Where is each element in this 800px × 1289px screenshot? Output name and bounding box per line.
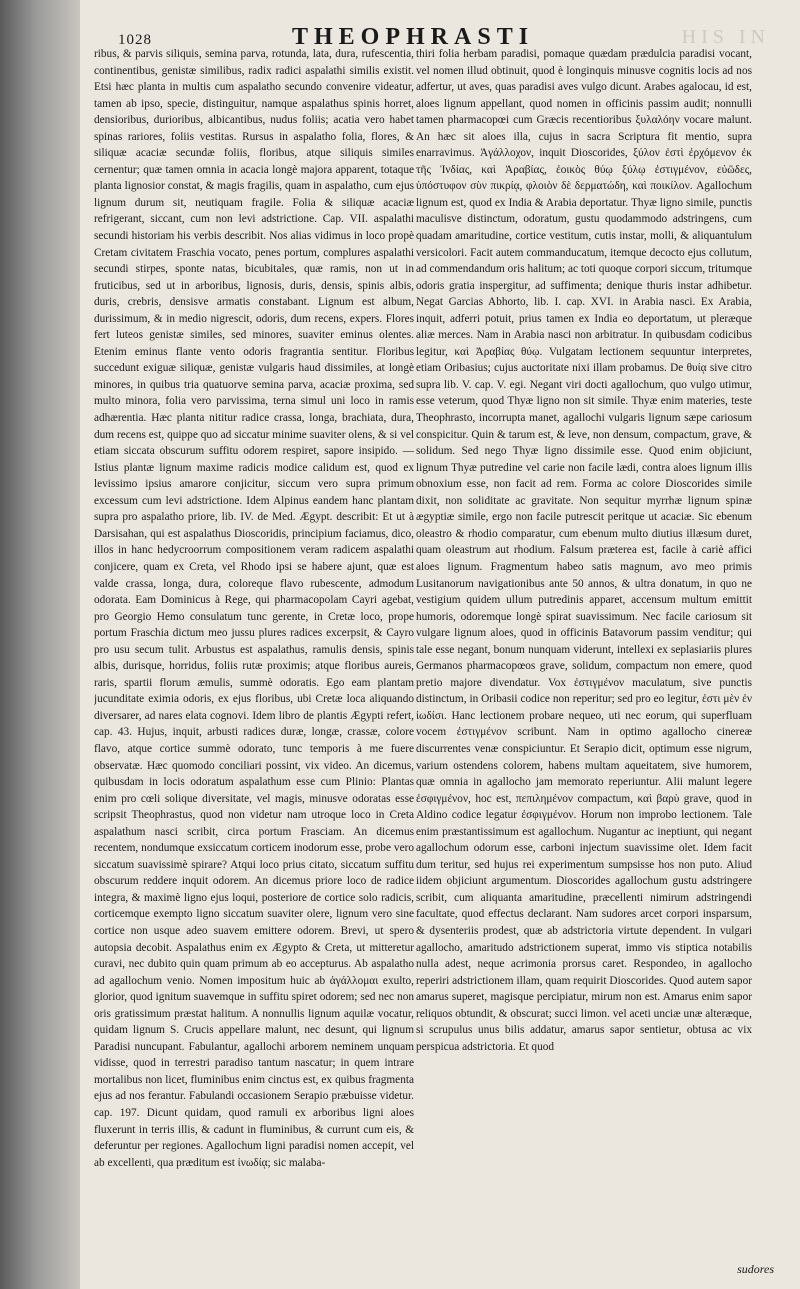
running-head: THEOPHRASTI (292, 24, 535, 50)
page-number: 1028 (118, 32, 152, 48)
right-text-column (416, 46, 752, 1276)
catchword: sudores (737, 1262, 774, 1276)
page-edge-shadow (0, 0, 80, 1289)
right-column-text: thiri folia herbam paradisi, pomaque quædam prædulcia paradisi vocant, vel nomen illud obtinuit, quod è longinquis minusve cognitis locis ad nos adfertur, ut aves, quas paradisi aves vulgo dicunt. Arabes agalocau, id est, aloes lignum appellant, quod nomen in officinis passim audit; nonnulli tamen pharmacopœi cum Græcis recentioribus ξυλαλόην vocare malunt. An hæc sit aloes illa, cujus in sacra Scriptura fit mentio, supra enarravimus. Ἀγάλλοχον, inquit Dioscorides, ξύλον ἐστὶ ἐρχόμενον ἐκ τῆς Ἰνδίας, καὶ Ἀραβίας, ἐοικὸς θύῳ ξύλῳ ἐστιγμένον, εὐῶδες, ὑπόστυφον σὺν πικρίᾳ, φλοιὸν δὲ δερματώδη, καὶ ποικίλον. Agallochum lignum est, quod ex India & Arabia deportatur. Thyæ ligno simile, punctis maculisve distinctum, odoratum, gustu quodammodo adstringens, cum quadam amaritudine, cortice vestitum, cutis instar, molli, & aliquantulum versicolori. Facit autem commanducatum, itemque decocto ejus collutum, ad commendandum oris halitum; ac toti quoque corpori siccum, tritumque odoris gratia inspergitur, ad suffimenta; denique thuris instar adhibetur. Negat Garcias Abhorto, lib. I. cap. XVI. in Arabia nasci. Ex Arabia, inquit, adferri potuit, prius tamen ex India eo deportatum, ut pleræque aliæ merces. Nam in Arabia nasci non arbitratur. In quibusdam codicibus legitur, καὶ Ἀραβίας θύῳ. Vulgatam lectionem sequuntur interpretes, etiam Oribasius; cujus auctoritate nixi illam probamus. De θυίᾳ sive citro supra lib. V. cap. V. egi. Negant viri docti agallochum, quo vulgo utimur, esse veterum, quod Thyæ ligno non sit simile. Thyæ enim materies, teste Theophrasto, incorrupta manet, agallochi vulgaris lignum sæpe cariosum conspicitur. Quin & tarum est, & leve, non densum, compactum, grave, & solidum. Sed nego Thyæ ligno dissimile esse. Quod enim objiciunt, lignum Thyæ putredine vel carie non facile lædi, contra aloes lignum illis obnoxium esse, non facit ad rem. Forma ac colore Dioscorides simile dixit, non soliditate ac gravitate. Non sequitur myrrhæ lignum spinæ ægyptiæ simile, ergo non facile putrescit peritque ut acaciæ. Sic ebenum oleastro & rhodio comparatur, cum ebenum multo diutius illæsum duret, quam oleastrum aut rhodium. Falsum præterea est, facile à cariè affici aloes lignum. Fragmentum habeo satis magnum, avo meo primis Lusitanorum navigationibus ante 50 annos, & ultra donatum, in quo ne vestigium quidem ullum putredinis apparet, accensum multum emittit humoris, odoremque longè spirat suavissimum. Nec facile cariosum sit vulgare lignum aloes, quod in officinis Batavorum passim venditur; qui tale esse negant, bonum nunquam viderunt, intellexi ex seplasiariis plures Germanos pharmacopœos grave, solidum, compactum non emere, quod pretio majore divendatur. Vox ἐστιγμένον maculatum, sive punctis distinctum, in Oribasii codice non reperitur; sed pro eo legitur, ἐστι μὲν ἐν ἰωδίσι. Hanc lectionem probare nequeo, uti nec eorum, qui superfluam vocem ἐστιγμένον scribunt. Nam in optimo agallocho cinereæ discurrentes venæ conspiciuntur. Et Serapio dicit, optimum esse nigrum, varium ostendens colorem, habens multam aqueitatem, sive humorem, quæ omnia in agallocho jam memorato reperiuntur. Alii malunt legere ἐσφιγμένον, hoc est, πεπιλημένον compactum, καὶ βαρὺ grave, quod in Aldino codice legatur ἐσφιγμένον. Horum non improbo lectionem. Tale enim præstantissimum est agallochum. Nugantur ac ineptiunt, qui negant agallochum odorum esse, carboni injectum suavissime olet. Idem facit dum teritur, sed hujus rei experimentum sumpsisse hos non puto. Aliud iidem objiciunt argumentum. Dioscorides agallochum gustu adstringere scribit, cum aliquanta amaritudine, præcellenti nimirum adstringendi facultate, quod effectus declarant. Nam sudores arcet corpori insparsum, & dysenteriis prodest, quæ ab adstrictoria virtute dependent. In vulgari agallocho, amaritudo adstrictionem superat, immo vis stiptica notabilis nulla adest, neque acrimonia prorsus caret. Respondeo, in agallocho reperiri adstrictionem illam, quam requirit Dioscorides. Quod autem sapor amarus superet, magisque percipiatur, mirum non est. Amarus enim sapor reliquos obtundit, & obscurat; succi limon. vel aceti unciæ unæ alteræque, si scrupulus unus bilis addatur, amarus sapor sentietur, obtusa ac vix perspicua adstrictoria. Et quod (416, 48, 752, 1053)
left-column-text: ribus, & parvis siliquis, semina parva, rotunda, lata, dura, rufescentia, continentibus, genistæ similibus, radix radici aspalathi similis existit. Etsi hæc planta in multis cum aspalatho secundo convenire videatur, tamen ab ipso, specie, distinguitur, namque aspalathus spinis horret, densioribus, durioribus, albicantibus, nudus foliis; acatia vero habet spinas rariores, foliis vestitas. Rursus in aspalatho folia, flores, & siliquæ acaciæ secundæ foliis, floribus, atque siliquis similes cernentur; quæ tamen omnia in acacia longè majora apparent, totaque planta lignosior constat, & magis fragilis, quam in aspalatho, cum ejus lignum durum sit, neutiquam fragile. Folia & siliquæ acaciæ refrigerant, siccant, cum non levi adstrictione. Cap. VII. aspalathi secundi historiam his verbis describit. Nos alias vidimus in loco propè Cretam civitatem Fraschia vocato, penes portum, complures aspalathi secundi stirpes, sponte natas, bicubitales, quæ ramis, non ut in fruticibus, sed ut in arboribus, lignosis, duris, densis, spinis albis, duris, crebris, densisve armatis constabant. Lignum est album, durissimum, & in medio nigrescit, odoris, dum recens, expers. Flores fert luteos genistæ similes, sed minores, suaviter eminus olentes. Etenim eminus flante vento odoris fragrantia sentitur. Floribus succedunt exiguæ siliquæ, genistæ vulgaris haud dissimiles, at longè minores, in quibus tria quatuorve semina parva, acaciæ proxima, sed multo minora, folia vero parvissima, terna simul uni loco in ramis adhærentia. Hæc planta nititur radice crassa, longa, brachiata, dura, dum recens est, quippe quo ad siccatur minime suaviter olens, & si vel etiam siccata obscurum suffitu odorem respiret, sapore insipido. — Istius plantæ lignum maxime radicis modice calidum est, quod ex levissimo ipsius amarore conjicitur, siccum vero supra primum excessum cum levi adstrictione. Idem Alpinus eandem hanc plantam supra pro aspalatho priore, lib. IV. de Med. Ægypt. describit: Et ut à Darsisahan, qui est aspalathus Dioscoridis, principium faciamus, dico, illos in hanc hedycroorrum compositionem veram radicem aspalathi conjicere, quam ex Creta, vel Rhodo ipsi se habere ajunt, quæ est valde crassa, longa, dura, coloreque flavo rubescente, admodum odorata. Eam Dominicus à Rege, qui pharmacopolam Cayri agebat, pro Georgio Hemo consulatum tunc gerente, in Cretæ loco, prope portum Fraschia dictum meo jussu plures radices excerpsit, & Cayro pro usu secum tulit. Arbustus est aspalathus, ramulis densis, spinis albis, durisque, horridus, foliis rutæ proximis; atque floribus aureis, raris, spartii florum æmulis, summè odoratis. Ego eam plantam jucunditate eximia odoris, ex ejus floribus, ubi Cretæ loca aliquando diversarer, ad nares elata cognovi. Idem libro de plantis Ægypti refert, cap. 43. Hujus, inquit, arbusti radices duræ, longæ, crassæ, colore flavo, atque cortice summè odorato, tunc temporis à me fuere observatæ. Hæc quomodo conciliari possint, vix video. An dicemus, quibusdam in locis odoratum aspalathum esse cum Plinio: Plantas enim pro cœli solique diversitate, vel magis, minusve odoratas esse scripsit Theophrastus, quod non videtur nam utroque loco in Creta aspalathum nasci scribit, circa portum Frasciam. An dicemus recentem, nondumque exsiccatum corticem inodorum esse, probe vero siccatum suavissimè spirare? Atqui loco prius citato, siccatum suffitu obscurum reddere inquit odorem. An dicemus priore loco de radice integra, & maximè ligno ejus loqui, posteriore de cortice solo radicis, corticemque exempto ligno siccatum suaviter olere, lignum vero sine cortice non usque adeo suavem emittere odorem. Brevi, ut spero autopsia decobit. Aspalathus enim ex Ægypto & Creta, ut mitteretur curavi, nec dubito quin quam primum ab eo accepturus. Ab aspalatho ad agallochum venio. Nomen impositum huic ab ἀγάλλομαι exulto, glorior, quod ignitum suavemque in suffitu spiret odorem; sed nec non oris gratissimum præstat halitum. A nonnullis lignum aquilæ vocatur, quidam lignum S. Crucis appellare malunt, nec desunt, qui lignum Paradisi nuncupant. Fabulantur, agallochi arborem neminem unquam vidisse, quod in terrestri paradiso tantum nascatur; in quem intrare mortalibus non licet, fluminibus enim cinctus est, ex quibus fragmenta ejus ad nos ferantur. Fabulandi occasionem Serapio præbuisse videtur. cap. 197. Dicunt quidam, quod ramuli ex arboribus ligni aloes fluxerunt in terris illis, & cadunt in fluminibus, & currunt cum eis, & deferuntur per regiones. Agallochum ligni paradisi nomen accepit, vel ab excellenti, qua præditum est ἰνωδίᾳ; sic malaba- (94, 48, 414, 1169)
page-header (80, 18, 800, 48)
bleed-through-text: HIS IN (681, 26, 770, 48)
left-text-column (94, 46, 414, 1276)
book-page (80, 0, 800, 1289)
